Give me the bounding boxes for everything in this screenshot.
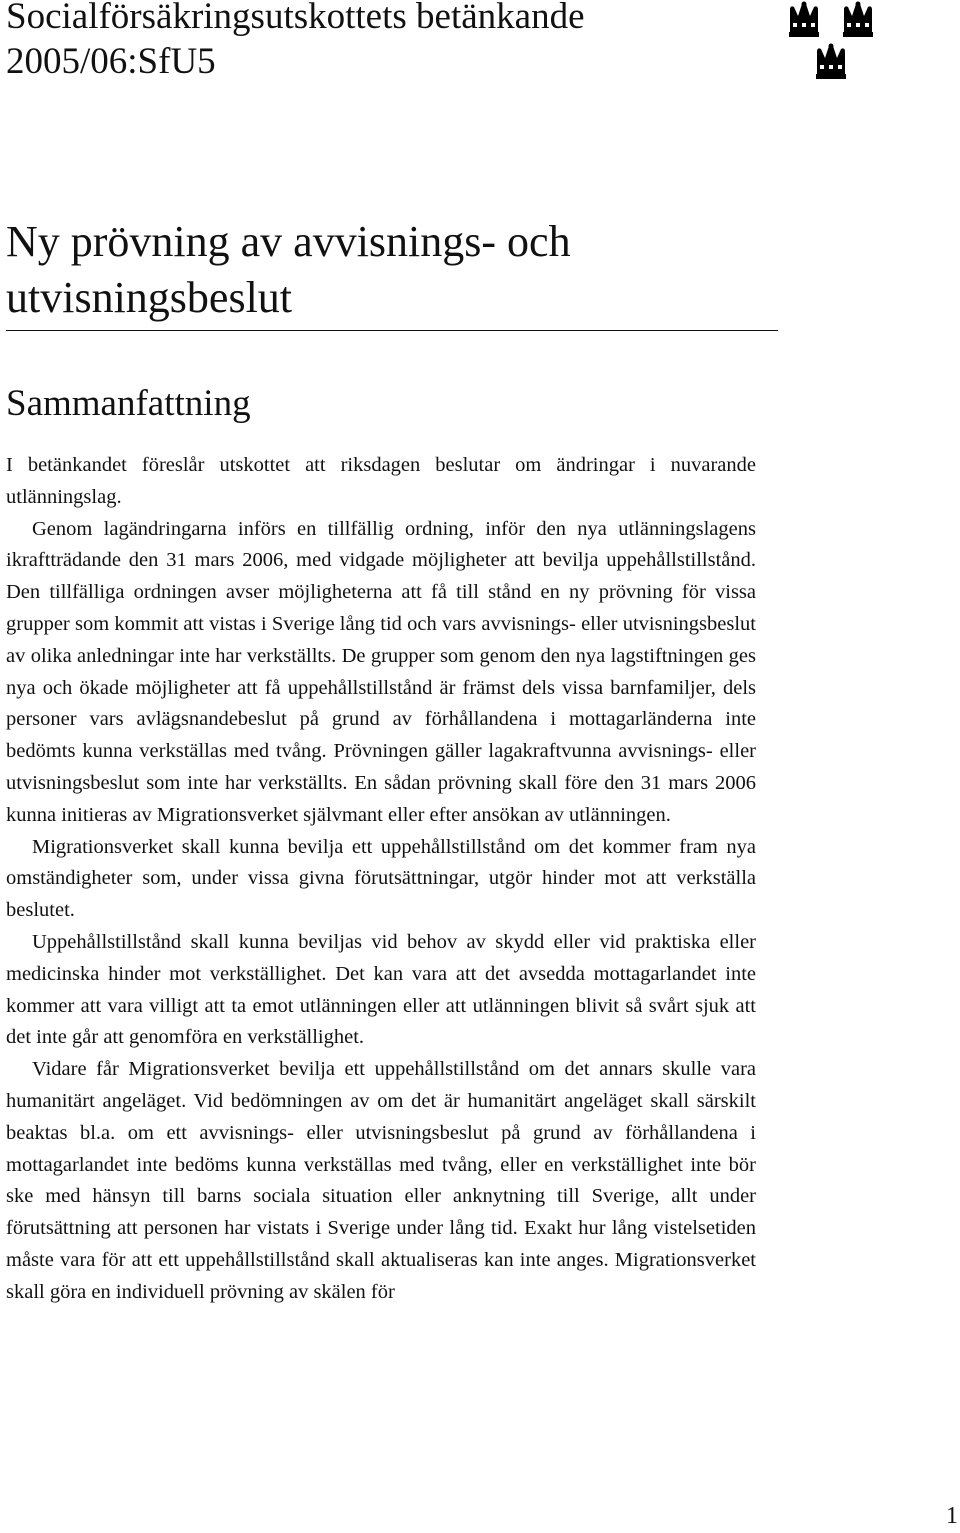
report-id: 2005/06:SfU5 [6,41,216,82]
summary-paragraph-1: I betänkandet föreslår utskottet att riksdagen beslutar om ändringar i nuvarande utlänningslag. [6,454,756,508]
page-number: 1 [946,1503,958,1529]
document-title-line-1: Ny prövning av avvisnings- och [6,217,571,266]
summary-paragraph-4: Uppehållstillstånd skall kunna beviljas vid behov av skydd eller vid praktiska eller medicinska hinder mot verkställighet. Det kan vara att det avsedda mottagarlandet inte kommer att vara villigt att ta emot utlänningen eller att utlänningen blivit så svårt sjuk att det inte går att genomföra en verkställighet. [6,930,756,1049]
summary-body [6,450,756,1309]
summary-heading: Sammanfattning [6,383,251,424]
document-title [6,214,778,326]
document-title-line-2: utvisningsbeslut [6,273,293,322]
report-header [6,0,706,84]
summary-paragraph-5: Vidare får Migrationsverket bevilja ett uppehållstillstånd om det annars skulle vara humanitärt angeläget. Vid bedömningen av om det är humanitärt angeläget skall särskilt beaktas bl.a. om ett avvisnings- eller utvisningsbeslut på grund av förhållandena i mottagarlandet inte bedöms kunna verkställas med tvång, eller en verkställighet inte bör ske med hänsyn till barns sociala situation eller anknytning till Sverige, allt under förutsättning att personen har vistats i Sverige under lång tid. Exakt hur lång vistelsetiden måste vara för att ett uppehållstillstånd skall aktualiseras kan inte anges. Migrationsverket skall göra en individuell prövning av skälen för [6,1058,756,1303]
committee-report-title: Socialförsäkringsutskottets betänkande [6,0,585,37]
title-divider [6,330,778,331]
summary-paragraph-2: Genom lagändringarna införs en tillfällig ordning, inför den nya utlänningslagens ikraftträdande den 31 mars 2006, med vidgade möjligheter att bevilja uppehållstillstånd. Den tillfälliga ordningen avser möjligheterna att få till stånd en ny prövning för vissa grupper som kommit att vistas i Sverige lång tid och vars avvisnings- eller utvisningsbeslut av olika anledningar inte har verkställts. De grupper som genom den nya lagstiftningen ges nya och ökade möjligheter att få uppehållstillstånd är främst dels vissa barnfamiljer, dels personer vars avlägsnandebeslut på grund av förhållandena i mottagarländerna inte bedömts kunna verkställas med tvång. Prövningen gäller lagakraftvunna avvisnings- eller utvisningsbeslut som inte har verkställts. En sådan prövning skall före den 31 mars 2006 kunna initieras av Migrationsverket självmant eller efter ansökan av utlänningen. [6,517,756,826]
three-crowns-icon [784,0,896,84]
summary-paragraph-3: Migrationsverket skall kunna bevilja ett uppehållstillstånd om det kommer fram nya omständigheter som, under vissa givna förutsättningar, utgör hinder mot att verkställa beslutet. [6,835,756,922]
